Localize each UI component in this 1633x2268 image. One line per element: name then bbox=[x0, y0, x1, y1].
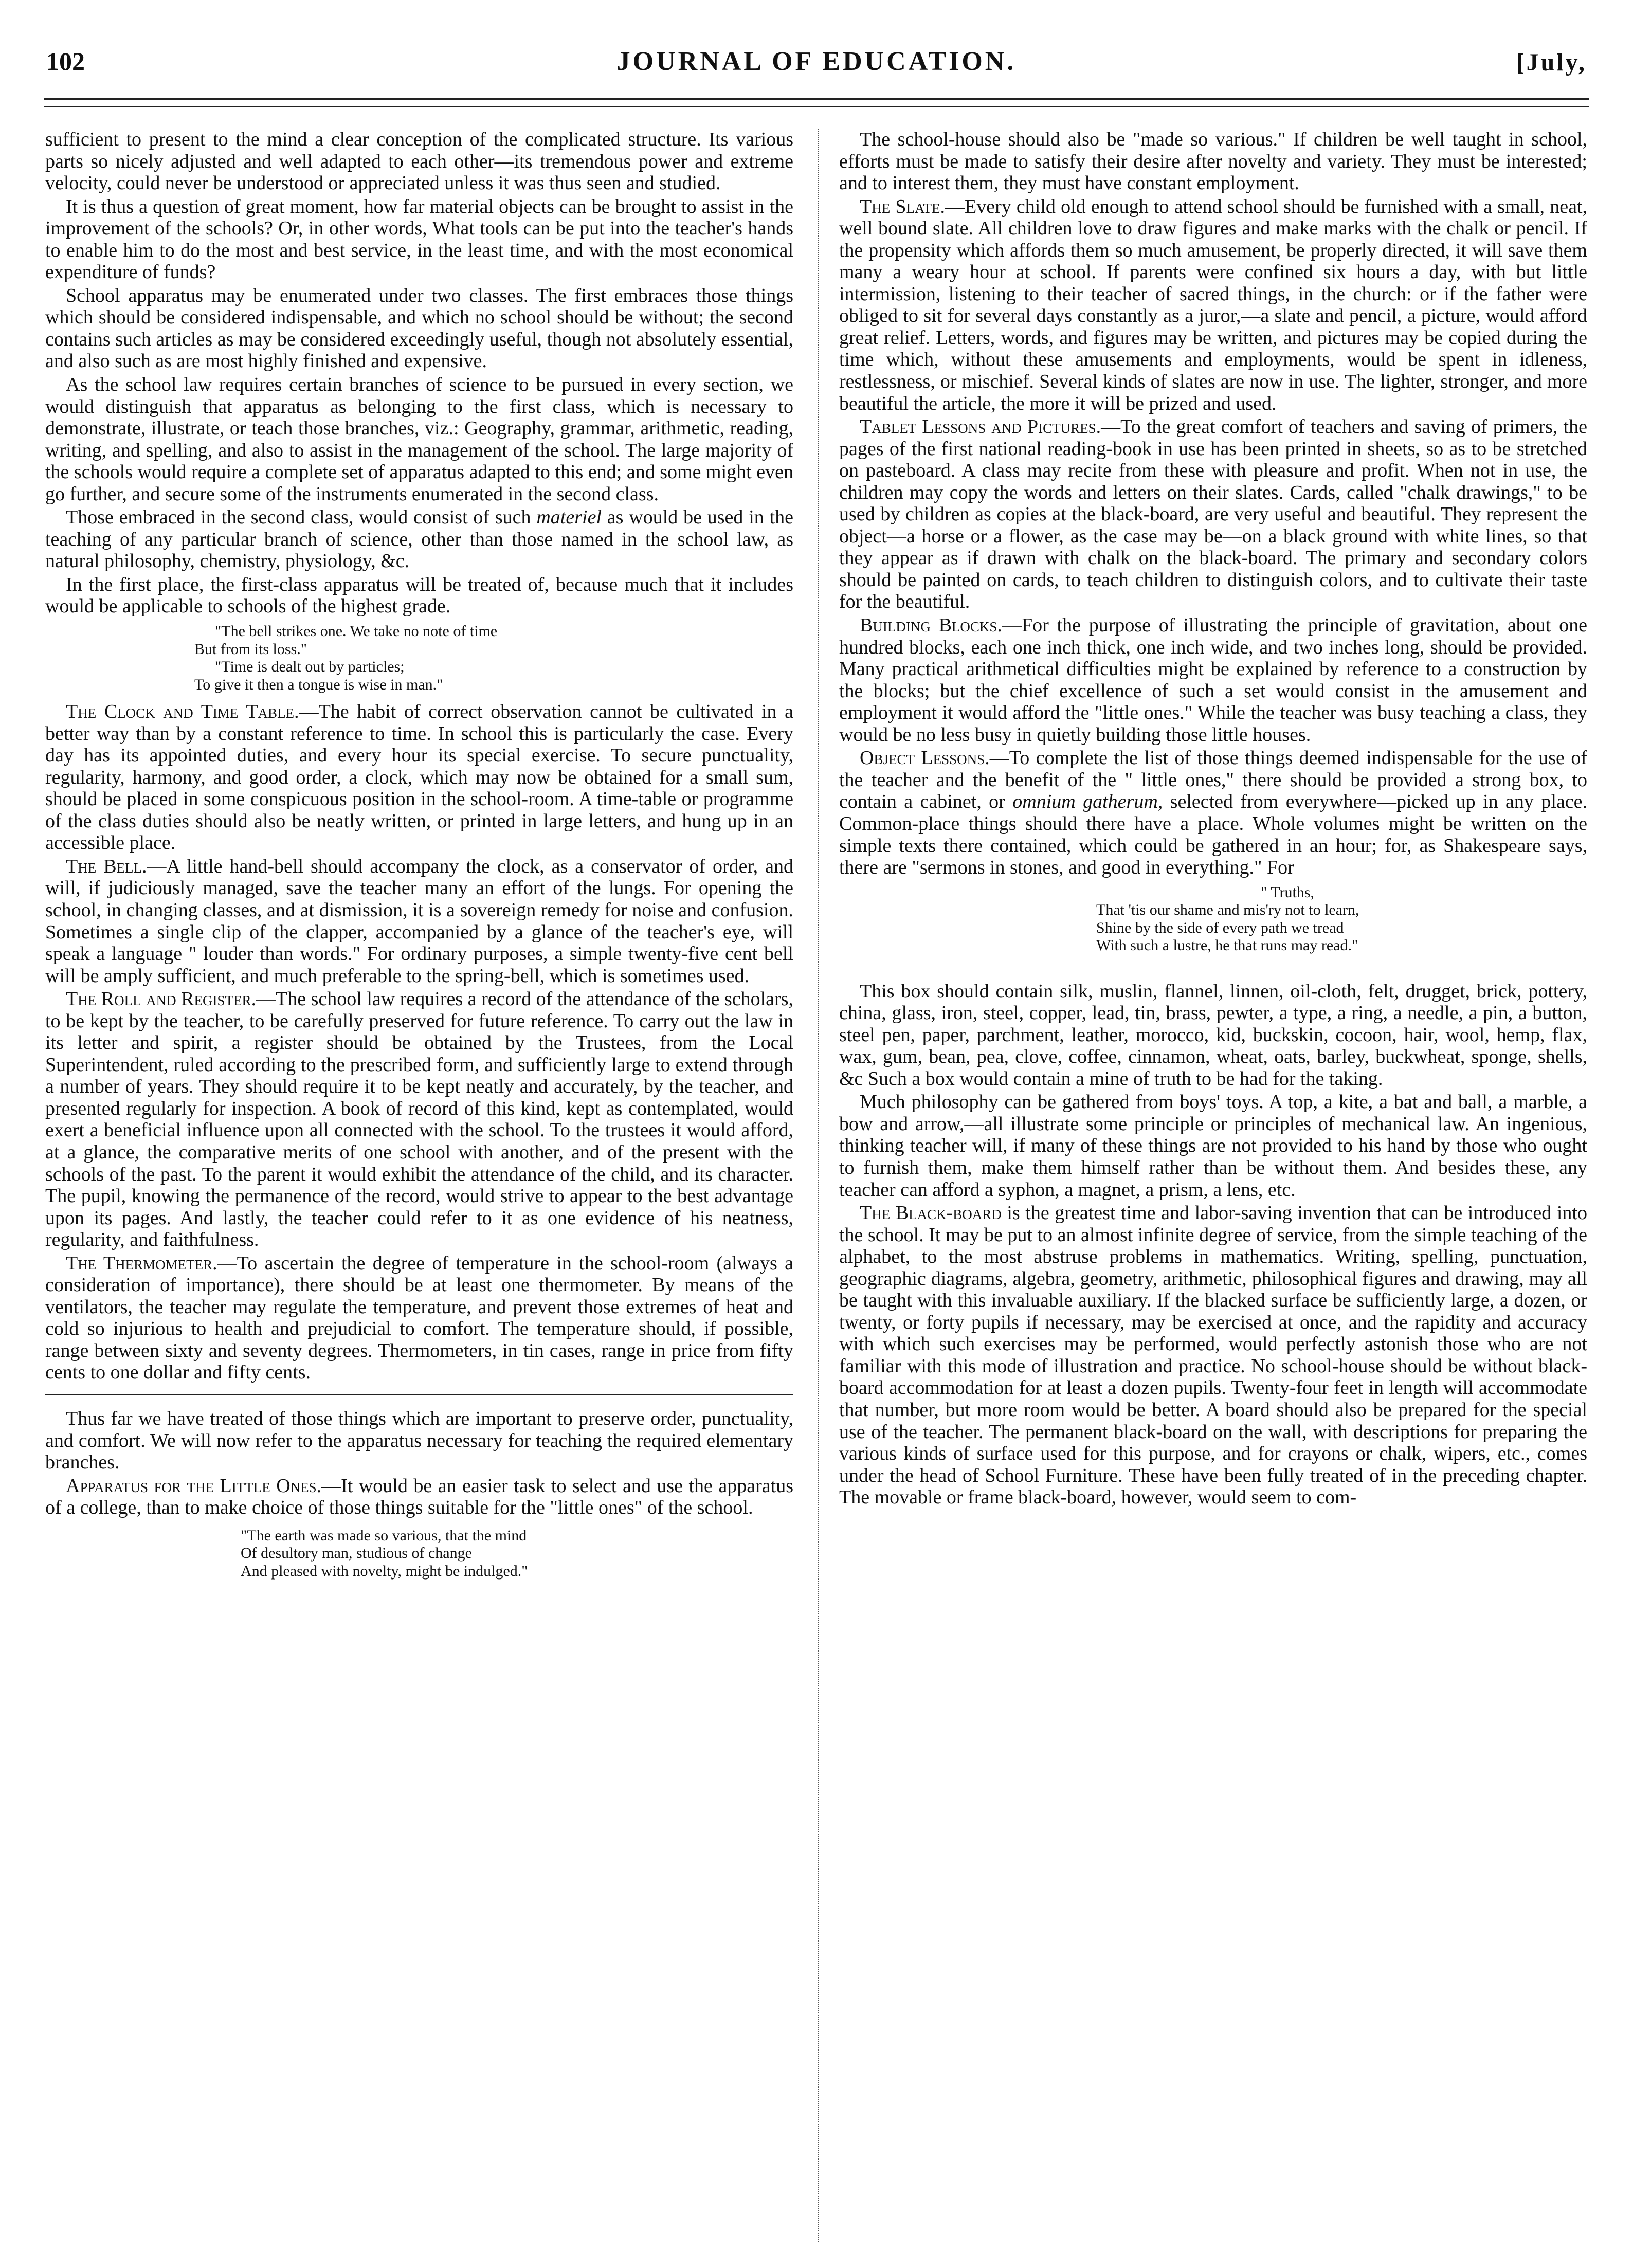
section-text: selected from everywhere—picked up in any place. Common-place things should there have a place. Whole volumes might be written on the simple texts there contained, which could be gathered in an hour; for, as Shakespeare says, there are "sermons in stones, and good in everything." For bbox=[839, 791, 1587, 879]
emphasis-text: omnium gatherum, bbox=[1012, 791, 1163, 813]
section-heading: The Slate. bbox=[860, 195, 946, 217]
month-label: [July, bbox=[1516, 49, 1587, 76]
section-blackboard bbox=[839, 1202, 1587, 1509]
section-tablet bbox=[839, 416, 1587, 613]
paragraph: The school-house should also be "made so various." If children be well taught in school, efforts must be made to satisfy their desire after novelty and variety. They must be interested; and to interest them, they must have constant employment. bbox=[839, 129, 1587, 194]
verse-line: But from its loss." bbox=[194, 640, 307, 658]
header-rule-thin bbox=[44, 106, 1589, 107]
verse-line: That 'tis our shame and mis'ry not to learn, bbox=[1096, 901, 1359, 919]
verse-quote bbox=[45, 623, 793, 694]
section-heading: Tablet Lessons and Pictures. bbox=[860, 416, 1101, 438]
section-text: is the greatest time and labor-saving invention that can be introduced into the school. It may be put to an almost infinite degree of service, from the simple teaching of the alphabet, to the most abstruse problems in mathematics. Writing, spelling, punctuation, geographic diagrams, algebra, geometry, arithmetic, philosophical figures and drawing, may all be taught with this invaluable auxiliary. If the blacked surface be sufficiently large, a dozen, or twenty, or forty pupils if necessary, may be exercised at once, and the rapidity and accuracy with which such exercises may be performed, would perfectly astonish those who are not familiar with this mode of illustration and practice. No school-house should be without black-board accommodation for at least a dozen pupils. Twenty-four feet in length will accommodate that number, but more room would be better. A board should also be prepared for the special use of the teacher. The permanent black-board on the wall, with descriptions for preparing the various kinds of surface used for this purpose, and for crayons or chalk, wipers, etc., comes under the head of School Furniture. These have been fully treated of in the preceding chapter. The movable or frame black-board, however, would seem to com- bbox=[839, 1202, 1587, 1509]
right-column bbox=[839, 129, 1587, 2247]
section-heading: The Black-board bbox=[860, 1202, 1002, 1224]
verse-line: " Truths, bbox=[1261, 883, 1314, 901]
paragraph-text: Those embraced in the second class, would consist of such bbox=[66, 506, 537, 529]
section-heading: The Bell. bbox=[66, 855, 147, 877]
paragraph-text: as would be used in the teaching of any particular branch of science, other than those named in the school law, as natural philosophy, chemistry, physiology, &c. bbox=[45, 506, 793, 572]
section-roll bbox=[45, 988, 793, 1251]
section-heading: Object Lessons. bbox=[860, 747, 990, 769]
section-text: —A little hand-bell should accompany the clock, as a conservator of order, and will, if judiciously managed, save the teacher many an effort of the lungs. For opening the school, in changing classes, and at dismission, it is a sovereign remedy for noise and confusion. Sometimes a single clip of the clapper, accompanied by a glance of the teacher's eye, will speak a language " louder than words." For ordinary purposes, a simple twenty-five cent bell will be amply sufficient, and much preferable to the spring-bell, which is sometimes used. bbox=[45, 855, 793, 987]
verse-line: And pleased with novelty, might be indulged." bbox=[241, 1562, 528, 1580]
paragraph: This box should contain silk, muslin, flannel, linnen, oil-cloth, felt, drugget, brick, pottery, china, glass, iron, steel, copper, lead, tin, brass, pewter, a type, a ring, a needle, a pin, a button, steel pen, paper, parchment, leather, morocco, kid, buckskin, cocoon, hair, wool, hemp, flax, wax, gum, bean, pea, clove, coffee, cinnamon, wheat, oats, barley, buckwheat, sponge, shells, &c Such a box would contain a mine of truth to be had for the taking. bbox=[839, 980, 1587, 1090]
header-rule-thick bbox=[44, 98, 1589, 100]
section-little-ones bbox=[45, 1475, 793, 1519]
verse-line: "Time is dealt out by particles; bbox=[215, 658, 405, 676]
emphasis-text: materiel bbox=[536, 506, 602, 529]
paragraph: Thus far we have treated of those things which are important to preserve order, punctuality, and comfort. We will now refer to the apparatus necessary for teaching the required elementary branches. bbox=[45, 1407, 793, 1474]
verse-line: To give it then a tongue is wise in man." bbox=[194, 676, 443, 693]
section-divider bbox=[45, 1394, 793, 1395]
section-heading: The Clock and Time Table. bbox=[66, 701, 299, 723]
paragraph: Much philosophy can be gathered from boys' toys. A top, a kite, a bat and ball, a marble, a bow and arrow,—all illustrate some principle or principles of mechanical law. An ingenious, thinking teacher will, if many of these things are not provided to his hand by those who ought to furnish them, make them himself rather than be without them. And besides these, any teacher can afford a syphon, a magnet, a prism, a lens, etc. bbox=[839, 1091, 1587, 1201]
page-number: 102 bbox=[46, 47, 85, 76]
paragraph bbox=[45, 506, 793, 572]
section-text: —To complete the list of those things deemed indispensable for the use of the teacher and the benefit of the " little ones," there should be provided a strong box, to contain a cabinet, or bbox=[839, 747, 1587, 813]
section-text: —The school law requires a record of the attendance of the scholars, to be kept by the teacher, to be carefully preserved for future reference. To carry out the law in its letter and spirit, a register should be obtained by the Trustees, from the Local Superintendent, ruled according to the prescribed form, and sufficiently large to extend through a number of years. They should require it to be kept neatly and accurately, by the teacher, and presented regularly for inspection. A book of record of this kind, kept as contemplated, would exert a beneficial influence upon all connected with the school. To the trustees it would afford, at a glance, the comparative merits of one school with another, and of the present with the schools of the past. To the parent it would exhibit the attendance of the child, and its character. The pupil, knowing the permanence of the record, would strive to appear to the best advantage upon its pages. And lastly, the teacher could refer to it as one evidence of his neatness, regularity, and faithfulness. bbox=[45, 988, 793, 1251]
section-thermometer bbox=[45, 1253, 793, 1384]
section-text: —The habit of correct observation cannot be cultivated in a better way than by a constant reference to time. In school this is particularly the case. Every day has its appointed duties, and every hour its special exercise. To secure punctuality, regularity, harmony, and good order, a clock, which may now be obtained for a small sum, should be placed in some conspicuous position in the school-room. A time-table or programme of the class duties should also be neatly written, or printed in large letters, and hung up in an accessible place. bbox=[45, 701, 793, 854]
spacer bbox=[839, 962, 1587, 981]
section-heading: The Roll and Register. bbox=[66, 988, 256, 1010]
section-blocks bbox=[839, 614, 1587, 746]
page-header bbox=[46, 46, 1587, 82]
verse-line: With such a lustre, he that runs may read." bbox=[1096, 937, 1358, 954]
verse-line: Of desultory man, studious of change bbox=[241, 1545, 472, 1562]
paragraph: School apparatus may be enumerated under two classes. The first embraces those things which should be considered indispensable, and which no school should be without; the second contains such articles as may be considered exceedingly useful, though not absolutely essential, and also such as are most highly finished and expensive. bbox=[45, 284, 793, 372]
verse-line: Shine by the side of every path we tread bbox=[1096, 919, 1344, 936]
verse-line: "The earth was made so various, that the mind bbox=[241, 1527, 527, 1544]
paragraph: sufficient to present to the mind a clear conception of the complicated structure. Its various parts so nicely adjusted and well adapted to each other—its tremendous power and extreme velocity, could never be understood or appreciated unless it was thus seen and studied. bbox=[45, 129, 793, 194]
section-clock bbox=[45, 701, 793, 854]
section-heading: The Thermometer. bbox=[66, 1252, 217, 1274]
section-heading: Apparatus for the Little Ones. bbox=[66, 1475, 322, 1497]
section-bell bbox=[45, 856, 793, 987]
verse-quote bbox=[839, 884, 1587, 955]
paragraph: As the school law requires certain branches of science to be pursued in every section, we would distinguish that apparatus as belonging to the first class, which is necessary to demonstrate, illustrate, or teach those branches, viz.: Geography, grammar, arithmetic, reading, writing, and spelling, and also to assist in the management of the school. The large majority of the schools would require a complete set of apparatus adapted to this end; and some might even go further, and secure some of the instruments enumerated in the second class. bbox=[45, 374, 793, 505]
column-divider bbox=[818, 129, 819, 2242]
paragraph: It is thus a question of great moment, how far material objects can be brought to assist in the improvement of the schools? Or, in other words, What tools can be put into the teacher's hands to enable him to do the most and best service, in the least time, and with the most economical expenditure of funds? bbox=[45, 195, 793, 283]
section-heading: Building Blocks. bbox=[860, 614, 1002, 637]
section-text: —To ascertain the degree of temperature in the school-room (always a consideration of importance), there should be at least one thermometer. By means of the ventilators, the teacher may regulate the temperature, and prevent those extremes of heat and cold so injurious to health and prejudicial to comfort. The temperature should, if possible, range between sixty and seventy degrees. Thermometers, in tin cases, range in price from fifty cents to one dollar and fifty cents. bbox=[45, 1252, 793, 1384]
section-text: —For the purpose of illustrating the principle of gravitation, about one hundred blocks, each one inch thick, one inch wide, and two inches long, should be provided. Many practical arithmetical difficulties might be explained by reference to a construction by the blocks; but the chief excellence of such a set would consist in the amusement and employment it would afford the "little ones." While the teacher was busy teaching a class, they would be no less busy in quietly building those little houses. bbox=[839, 614, 1587, 746]
verse-line: "The bell strikes one. We take no note of time bbox=[215, 623, 498, 640]
paragraph: In the first place, the first-class apparatus will be treated of, because much that it includes would be applicable to schools of the highest grade. bbox=[45, 573, 793, 618]
section-slate bbox=[839, 196, 1587, 414]
section-text: —Every child old enough to attend school should be furnished with a small, neat, well bound slate. All children love to draw figures and make marks with the chalk or pencil. If the propensity which affords them so much amusement, be properly directed, it will save them many a weary hour at school. If parents were confined six hours a day, with but little intermission, listening to their teacher of sacred things, in the church: or if the father were obliged to sit for several days constantly as a juror,—a slate and pencil, a picture, would afford great relief. Letters, words, and figures may be written, and pictures may be copied during the time which, without these amusements and employments, would be spent in idleness, restlessness, or mischief. Several kinds of slates are now in use. The lighter, stronger, and more beautiful the article, the more it will be prized and used. bbox=[839, 195, 1587, 414]
section-object-lessons bbox=[839, 747, 1587, 878]
section-text: —It would be an easier task to select and use the apparatus of a college, than to make choice of those things suitable for the "little ones" of the school. bbox=[45, 1475, 793, 1519]
verse-quote bbox=[45, 1527, 793, 1581]
left-column bbox=[45, 129, 793, 2247]
section-text: —To the great comfort of teachers and saving of primers, the pages of the first national reading-book in use has been printed in sheets, so as to be stretched on pasteboard. A class may recite from these with pleasure and profit. When not in use, the children may copy the words and letters on their slates. Cards, called "chalk drawings," to be used by children as copies at the black-board, are very useful and beautiful. They represent the object—a horse or a flower, as the case may be—on a black ground with white lines, so that they appear as if drawn with chalk on the black-board. The primary and secondary colors should be painted on cards, to teach children to distinguish colors, and to cultivate their taste for the beautiful. bbox=[839, 416, 1587, 613]
journal-title: JOURNAL OF EDUCATION. bbox=[616, 47, 1017, 76]
